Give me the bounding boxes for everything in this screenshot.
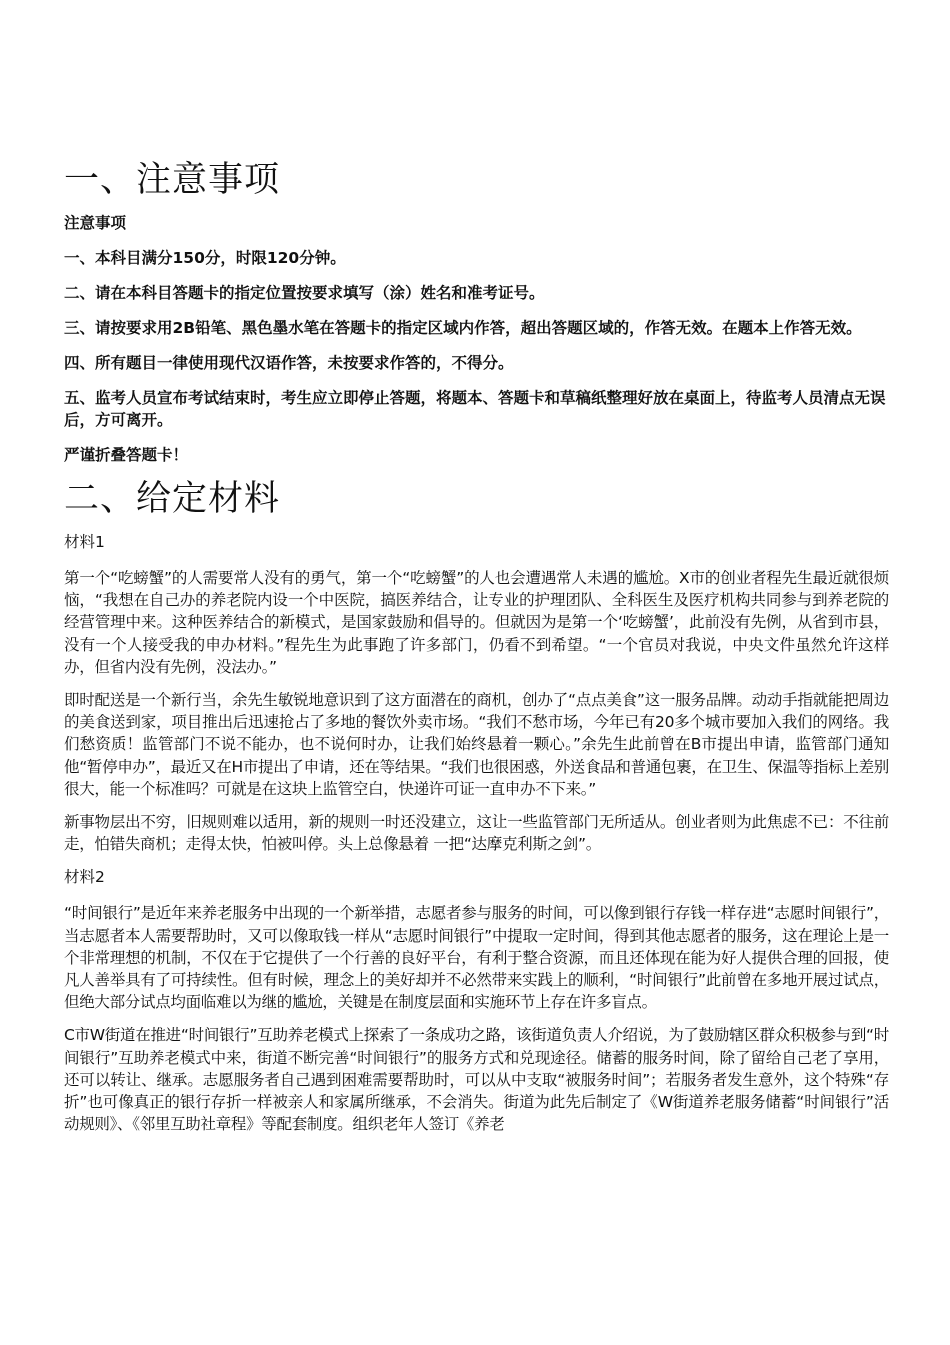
material-2-label: 材料2 bbox=[64, 868, 105, 887]
material-paragraph: 第一个“吃螃蟹”的人需要常人没有的勇气，第一个“吃螃蟹”的人也会遭遇常人未遇的尴尬。X市的创业者程先生最近就很烦恼，“我想在自己办的养老院内设一个中医院，搞医养结合，让专业的护理团队、全科医生及医疗机构共同参与到养老院的经营管理中来。这种医养结合的新模式，是国家鼓励和倡导的。但就因为是第一个‘吃螃蟹’，此前没有先例，从省到市县，没有一个人接受我的申办材料。”程先生为此事跑了许多部门，仍看不到希望。“一个官员对我说，中央文件虽然允许这样办，但省内没有先例，没法办。” bbox=[64, 569, 889, 676]
material-paragraph: “时间银行”是近年来养老服务中出现的一个新举措，志愿者参与服务的时间，可以像到银行存钱一样存进“志愿时间银行”，当志愿者本人需要帮助时，又可以像取钱一样从“志愿时间银行”中提取一定时间，得到其他志愿者的服务，这在理论上是一个非常理想的机制，不仅在于它提供了一个行善的良好平台，有利于整合资源，而且还体现在能为好人提供合理的回报，使凡人善举具有了可持续性。但有时候，理念上的美好却并不必然带来实践上的顺利，“时间银行”此前曾在多地开展过试点，但绝大部分试点均面临难以为继的尴尬，关键是在制度层面和实施环节上存在许多盲点。 bbox=[64, 904, 889, 1012]
section-title-notice: 一、注意事项 bbox=[64, 160, 281, 200]
material-1-label: 材料1 bbox=[64, 533, 105, 551]
material-paragraph: 新事物层出不穷，旧规则难以适用，新的规则一时还没建立，这让一些监管部门无所适从。创业者则为此焦虑不已：不往前走，怕错失商机；走得太快，怕被叫停。头上总像悬着 一把“达摩克利斯之剑”。 bbox=[64, 813, 889, 854]
materials-section bbox=[64, 479, 889, 1135]
section-title-materials: 二、给定材料 bbox=[64, 479, 281, 519]
material-paragraph: 即时配送是一个新行当，余先生敏锐地意识到了这方面潜在的商机，创办了“点点美食”这一服务品牌。动动手指就能把周边的美食送到家，项目推出后迅速抢占了多地的餐饮外卖市场。“我们不愁市场，今年已有20多个城市要加入我们的网络。我们愁资质！监管部门不说不能办，也不说何时办，让我们始终悬着一颗心。”余先生此前曾在B市提出申请，监管部门通知他“暂停申办”，最近又在H市提出了申请，还在等结果。“我们也很困惑，外送食品和普通包裹，在卫生、保温等指标上差别很大，能一个标准吗？可就是在这块上监管空白，快递许可证一直申办不下来。” bbox=[64, 691, 889, 798]
document-page bbox=[64, 160, 889, 1146]
notice-item: 一、本科目满分150分，时限120分钟。 bbox=[64, 249, 346, 267]
notice-item: 三、请按要求用2B铅笔、黑色墨水笔在答题卡的指定区域内作答，超出答题区域的，作答无效。在题本上作答无效。 bbox=[64, 319, 862, 337]
notice-heading: 注意事项 bbox=[64, 214, 127, 232]
notice-section bbox=[64, 160, 889, 466]
material-paragraph: C市W街道在推进“时间银行”互助养老模式上探索了一条成功之路，该街道负责人介绍说，为了鼓励辖区群众积极参与到“时间银行”互助养老模式中来，街道不断完善“时间银行”的服务方式和兑现途径。储蓄的服务时间，除了留给自己老了享用，还可以转让、继承。志愿服务者自己遇到困难需要帮助时，可以从中支取“被服务时间”；若服务者发生意外，这个特殊“存折”也可像真正的银行存折一样被亲人和家属所继承，不会消失。街道为此先后制定了《W街道养老服务储蓄“时间银行”活动规则》、《邻里互助社章程》等配套制度。组织老年人签订《养老 bbox=[64, 1026, 889, 1134]
notice-warning: 严谨折叠答题卡！ bbox=[64, 446, 189, 464]
notice-item: 四、所有题目一律使用现代汉语作答，未按要求作答的，不得分。 bbox=[64, 354, 514, 372]
notice-item: 五、监考人员宣布考试结束时，考生应立即停止答题，将题本、答题卡和草稿纸整理好放在桌面上，待监考人员清点无误后，方可离开。 bbox=[64, 389, 886, 429]
notice-item: 二、请在本科目答题卡的指定位置按要求填写（涂）姓名和准考证号。 bbox=[64, 284, 545, 302]
notice-list bbox=[64, 212, 889, 466]
